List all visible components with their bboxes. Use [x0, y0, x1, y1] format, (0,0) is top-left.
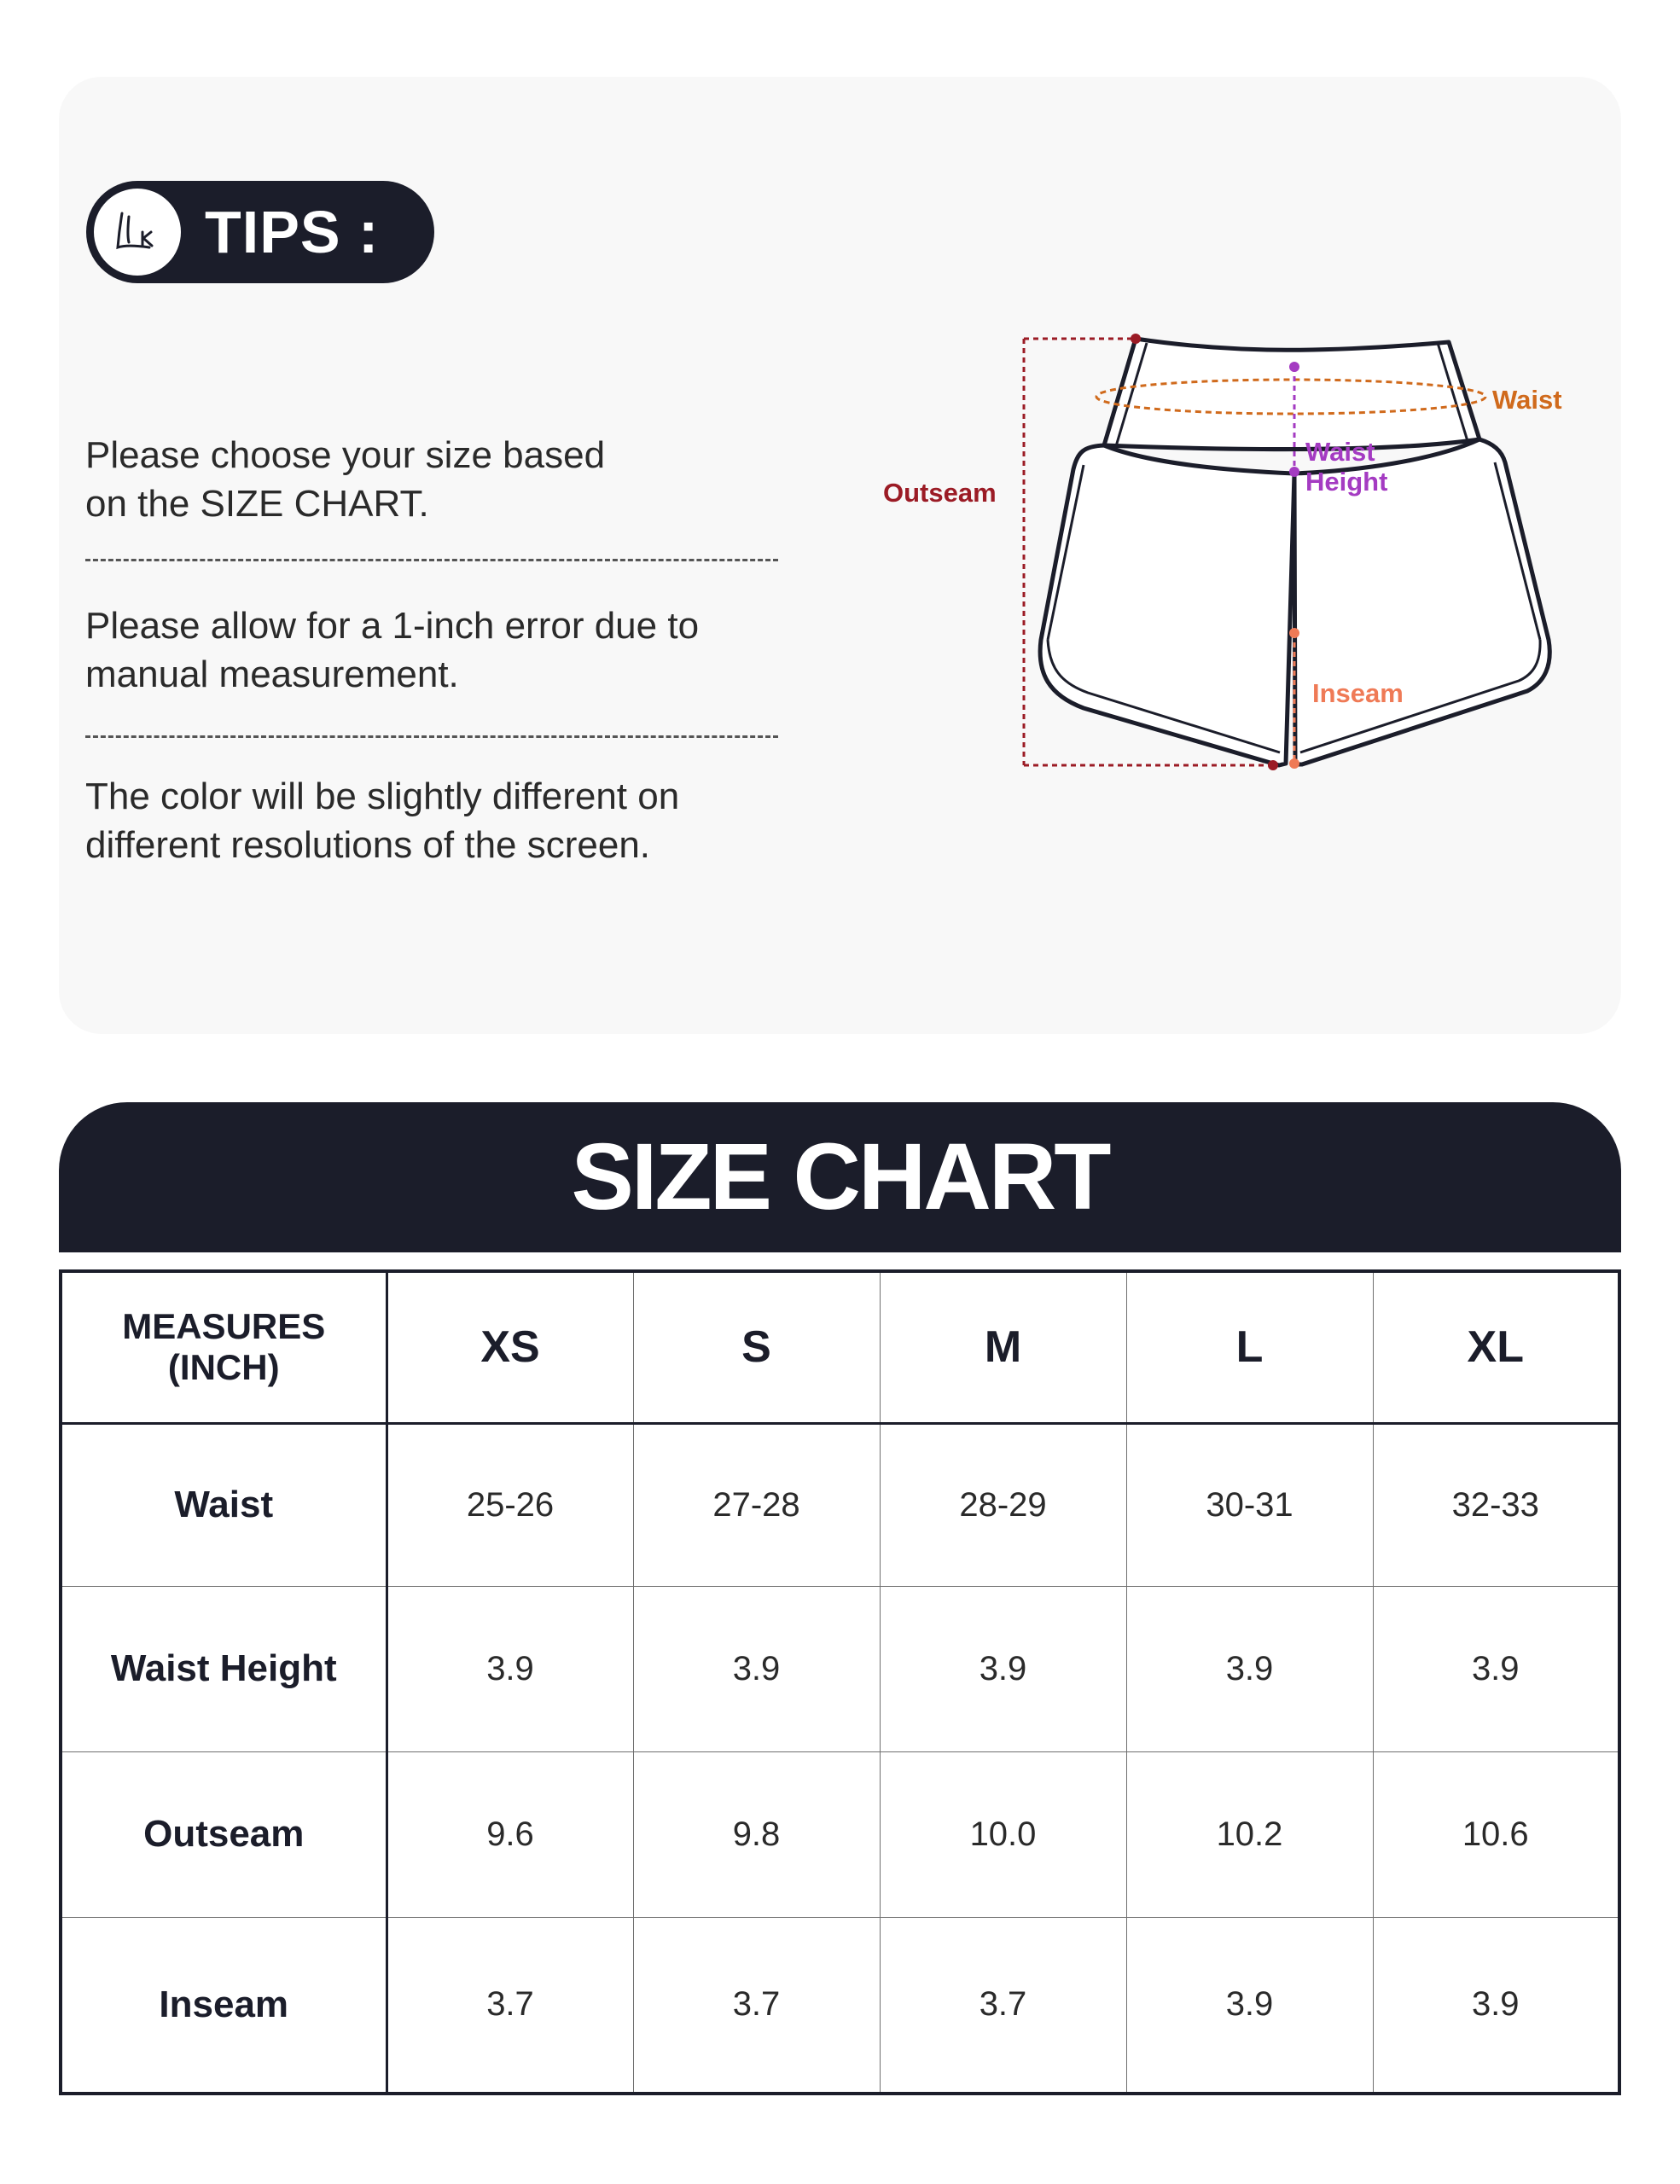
- table-row: [61, 1586, 1619, 1751]
- size-chart-title: SIZE CHART: [571, 1124, 1109, 1229]
- table-cell: 3.9: [633, 1586, 880, 1751]
- size-header: L: [1126, 1271, 1373, 1423]
- waistband: [1104, 339, 1479, 449]
- tip-line: Please choose your size based: [85, 434, 606, 476]
- outseam-label: Outseam: [883, 478, 997, 508]
- tip-line: manual measurement.: [85, 653, 459, 695]
- table-cell: 9.8: [633, 1751, 880, 1917]
- row-label: Outseam: [61, 1751, 387, 1917]
- table-cell: 3.9: [1126, 1586, 1373, 1751]
- table-cell: 3.9: [387, 1586, 633, 1751]
- tip-color-difference: [85, 772, 811, 869]
- tip-line: different resolutions of the screen.: [85, 824, 651, 866]
- size-header: M: [880, 1271, 1126, 1423]
- tips-title: TIPS :: [205, 199, 380, 265]
- table-cell: 10.0: [880, 1751, 1126, 1917]
- tip-measurement-error: [85, 601, 811, 699]
- size-header: XL: [1373, 1271, 1619, 1423]
- table-cell: 9.6: [387, 1751, 633, 1917]
- table-cell: 25-26: [387, 1423, 633, 1586]
- size-chart-header: [59, 1102, 1621, 1252]
- row-label: Inseam: [61, 1917, 387, 2094]
- size-header: S: [633, 1271, 880, 1423]
- table-cell: 3.7: [633, 1917, 880, 2094]
- waist-height-bottom-dot: [1289, 467, 1299, 477]
- outseam-top-dot: [1131, 334, 1141, 344]
- waist-height-label-line1: Waist: [1305, 437, 1375, 467]
- tip-divider: [85, 559, 778, 561]
- table-cell: 3.9: [1373, 1917, 1619, 2094]
- table-cell: 30-31: [1126, 1423, 1373, 1586]
- row-label: Waist: [61, 1423, 387, 1586]
- tips-badge: [86, 181, 434, 283]
- table-cell: 10.2: [1126, 1751, 1373, 1917]
- shorts-diagram: [879, 316, 1604, 793]
- measures-header: MEASURES (INCH): [61, 1271, 387, 1423]
- inseam-bottom-dot: [1289, 758, 1299, 769]
- table-row: [61, 1423, 1619, 1586]
- table-row: [61, 1917, 1619, 2094]
- table-header-row: [61, 1271, 1619, 1423]
- outseam-bottom-dot: [1268, 760, 1278, 770]
- tip-line: Please allow for a 1-inch error due to: [85, 605, 700, 647]
- size-header: XS: [387, 1271, 633, 1423]
- tip-line: The color will be slightly different on: [85, 775, 680, 817]
- tip-line: on the SIZE CHART.: [85, 483, 429, 525]
- table-cell: 3.7: [880, 1917, 1126, 2094]
- table-cell: 32-33: [1373, 1423, 1619, 1586]
- table-cell: 27-28: [633, 1423, 880, 1586]
- inseam-top-dot: [1289, 628, 1299, 638]
- table-row: [61, 1751, 1619, 1917]
- waist-height-label-line2: Height: [1305, 467, 1388, 497]
- table-cell: 3.9: [1373, 1586, 1619, 1751]
- brand-logo: [94, 189, 181, 276]
- waist-label: Waist: [1492, 385, 1562, 415]
- table-cell: 3.9: [880, 1586, 1126, 1751]
- inseam-label: Inseam: [1312, 678, 1404, 708]
- size-chart-table: [59, 1269, 1621, 2095]
- waist-height-top-dot: [1289, 362, 1299, 372]
- brand-logo-icon: [103, 198, 171, 266]
- tip-size-chart: [85, 431, 811, 528]
- tip-divider: [85, 735, 778, 738]
- table-cell: 28-29: [880, 1423, 1126, 1586]
- row-label: Waist Height: [61, 1586, 387, 1751]
- table-cell: 3.9: [1126, 1917, 1373, 2094]
- table-cell: 10.6: [1373, 1751, 1619, 1917]
- table-cell: 3.7: [387, 1917, 633, 2094]
